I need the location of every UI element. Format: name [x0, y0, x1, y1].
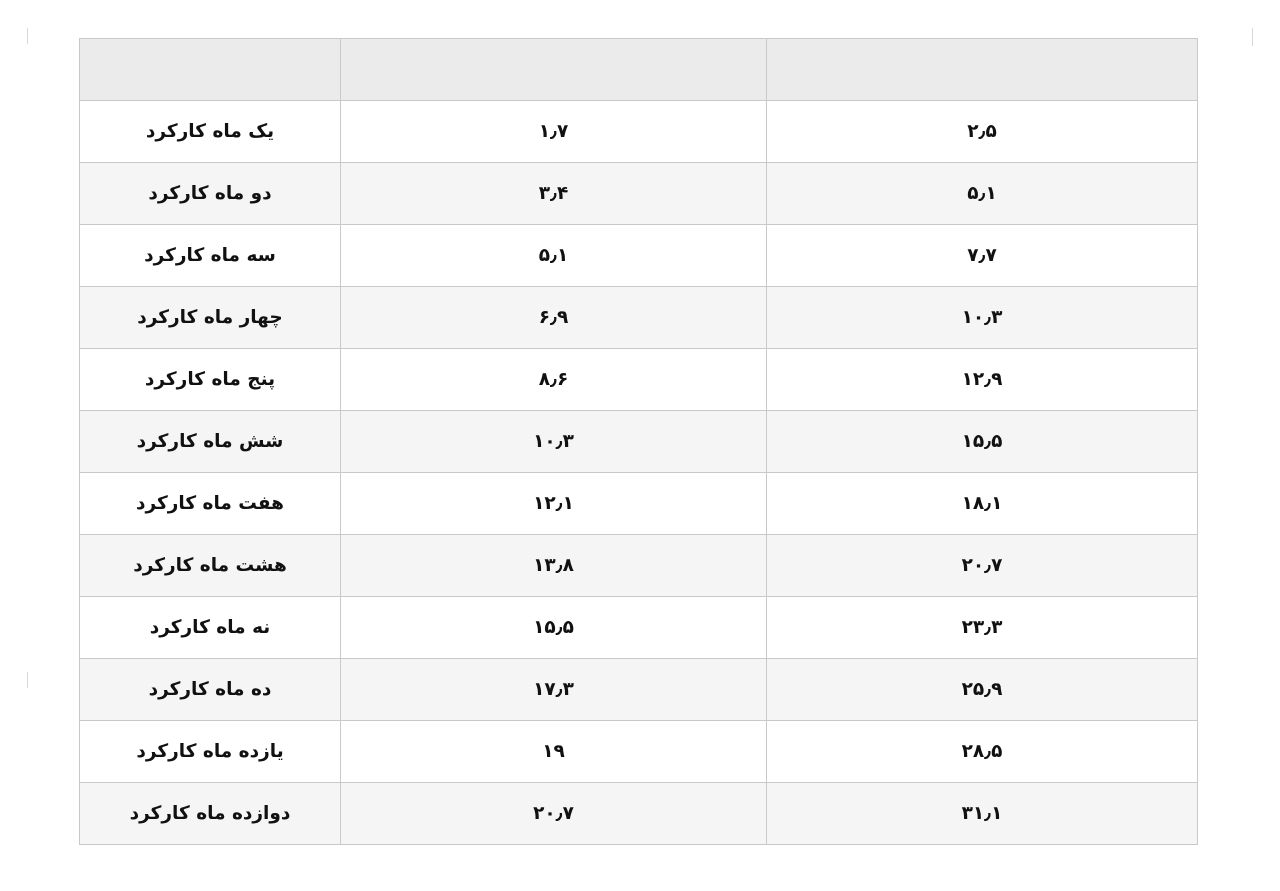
table-cell-label: شش ماه کارکرد	[80, 411, 341, 473]
table-row	[80, 721, 1198, 783]
table-cell-value-b: ۱۰٫۳	[341, 411, 767, 473]
table-cell-value-a: ۲۸٫۵	[767, 721, 1198, 783]
table-body	[80, 101, 1198, 845]
table-cell-value-b: ۱۳٫۸	[341, 535, 767, 597]
table-cell-value-b: ۱۷٫۳	[341, 659, 767, 721]
page-edge-mark-bottom-left	[27, 672, 28, 688]
table-cell-value-a: ۲۵٫۹	[767, 659, 1198, 721]
table-cell-label: یازده ماه کارکرد	[80, 721, 341, 783]
table-cell-value-a: ۲۳٫۳	[767, 597, 1198, 659]
table-row	[80, 535, 1198, 597]
table-cell-value-b: ۵٫۱	[341, 225, 767, 287]
table-cell-value-a: ۱۵٫۵	[767, 411, 1198, 473]
table-cell-value-b: ۱۹	[341, 721, 767, 783]
table-cell-value-a: ۲٫۵	[767, 101, 1198, 163]
table-row	[80, 411, 1198, 473]
work-duration-table	[79, 38, 1198, 845]
table-header-cell-value-a	[767, 39, 1198, 101]
table-cell-label: پنج ماه کارکرد	[80, 349, 341, 411]
table-cell-value-a: ۱۲٫۹	[767, 349, 1198, 411]
table-header-row	[80, 39, 1198, 101]
table-cell-label: یک ماه کارکرد	[80, 101, 341, 163]
table-cell-label: چهار ماه کارکرد	[80, 287, 341, 349]
table-cell-value-a: ۷٫۷	[767, 225, 1198, 287]
page-edge-mark-top-left	[27, 28, 28, 44]
table-cell-label: سه ماه کارکرد	[80, 225, 341, 287]
table-cell-label: هشت ماه کارکرد	[80, 535, 341, 597]
table-row	[80, 473, 1198, 535]
table-header-cell-label	[80, 39, 341, 101]
table-cell-label: ده ماه کارکرد	[80, 659, 341, 721]
table-cell-label: هفت ماه کارکرد	[80, 473, 341, 535]
table-row	[80, 225, 1198, 287]
table-cell-value-b: ۸٫۶	[341, 349, 767, 411]
table-cell-label: نه ماه کارکرد	[80, 597, 341, 659]
table-cell-value-b: ۱۲٫۱	[341, 473, 767, 535]
table-row	[80, 101, 1198, 163]
table-row	[80, 659, 1198, 721]
table-header	[80, 39, 1198, 101]
table-cell-value-b: ۳٫۴	[341, 163, 767, 225]
table-cell-value-b: ۱۵٫۵	[341, 597, 767, 659]
table-row	[80, 163, 1198, 225]
table-header-cell-value-b	[341, 39, 767, 101]
table-row	[80, 597, 1198, 659]
table-cell-value-a: ۵٫۱	[767, 163, 1198, 225]
table-row	[80, 349, 1198, 411]
table-cell-value-a: ۱۸٫۱	[767, 473, 1198, 535]
table-cell-value-b: ۲۰٫۷	[341, 783, 767, 845]
table-cell-value-a: ۱۰٫۳	[767, 287, 1198, 349]
table-container	[80, 38, 1198, 845]
page-edge-mark-top-right	[1252, 28, 1253, 46]
table-cell-label: دوازده ماه کارکرد	[80, 783, 341, 845]
table-cell-value-b: ۱٫۷	[341, 101, 767, 163]
table-cell-value-b: ۶٫۹	[341, 287, 767, 349]
table-cell-value-a: ۳۱٫۱	[767, 783, 1198, 845]
table-row	[80, 287, 1198, 349]
table-row	[80, 783, 1198, 845]
table-cell-value-a: ۲۰٫۷	[767, 535, 1198, 597]
table-cell-label: دو ماه کارکرد	[80, 163, 341, 225]
